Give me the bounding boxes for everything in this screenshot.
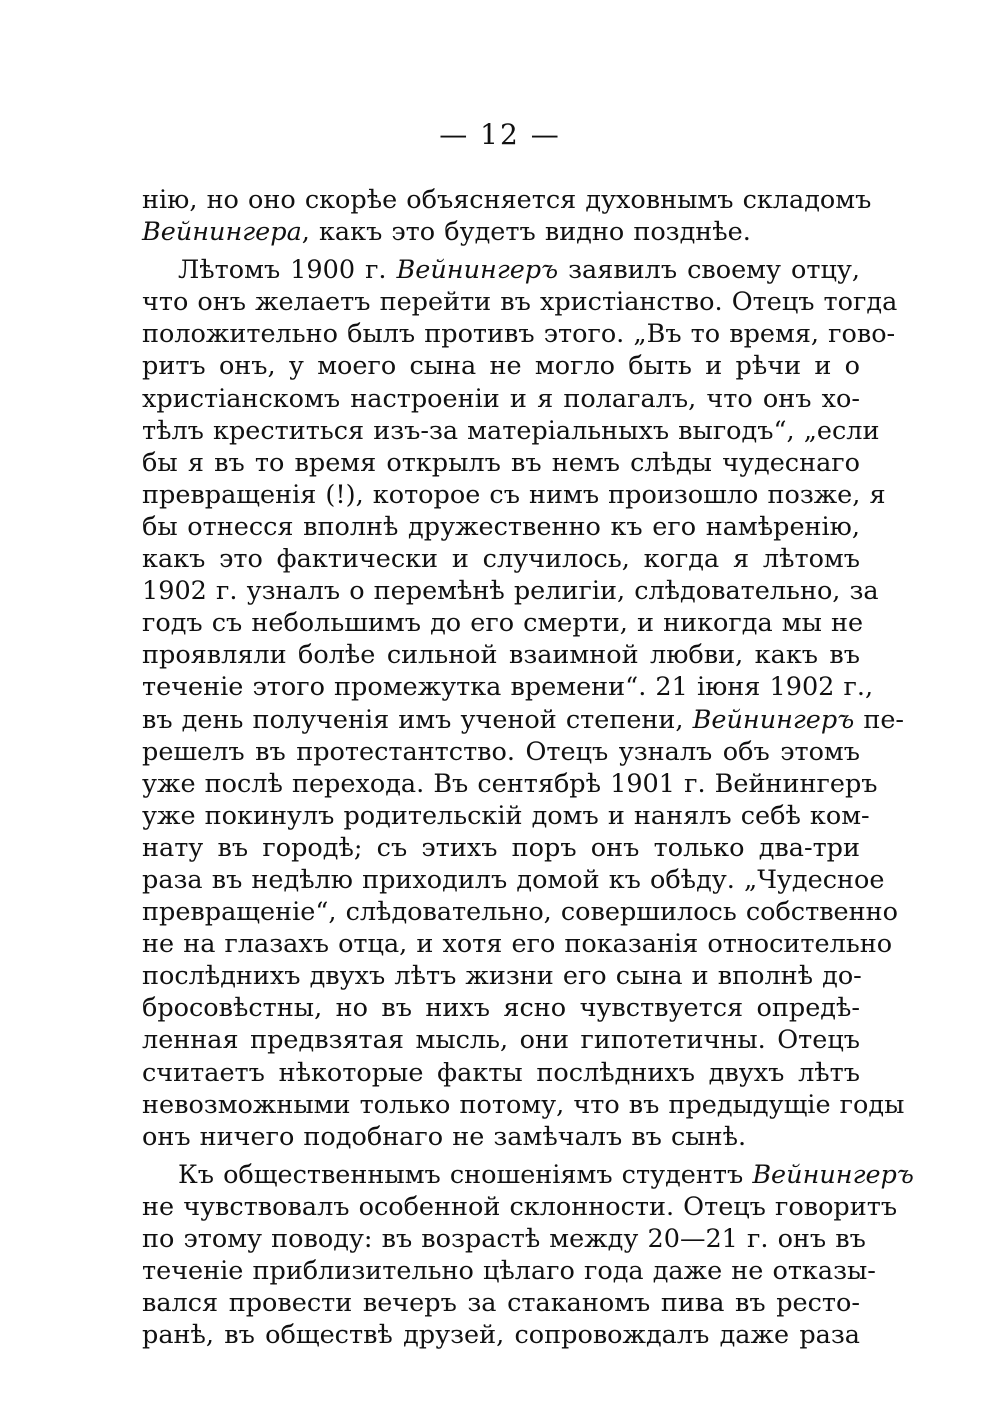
text-line — [142, 575, 879, 607]
text-run: послѣднихъ двухъ лѣтъ жизни его сына и вполнѣ до- — [142, 961, 862, 992]
paragraph — [142, 254, 905, 1153]
text-run: не на глазахъ отца, и хотя его показанія относительно — [142, 929, 893, 960]
text-line — [142, 639, 860, 671]
text-run: пе- — [854, 704, 905, 735]
text-line — [142, 254, 860, 286]
text-line — [142, 1223, 866, 1255]
text-line — [142, 768, 878, 800]
text-line — [142, 511, 860, 543]
text-line — [142, 1089, 905, 1121]
text-run: что онъ желаетъ перейти въ христіанство. Отецъ тогда — [142, 287, 898, 318]
text-run: превращеніе“, слѣдовательно, совершилось собственно — [142, 897, 898, 928]
italic-name: Вейнингеръ — [396, 255, 559, 286]
text-line — [142, 415, 880, 447]
text-line — [142, 184, 872, 216]
text-line — [142, 1191, 898, 1223]
text-run: превращенія (!), которое съ нимъ произошло позже, я — [142, 479, 886, 510]
text-run: уже покинулъ родительскій домъ и нанялъ себѣ ком- — [142, 800, 870, 831]
text-run: бросовѣстны, но въ нихъ ясно чувствуется опредѣ- — [142, 993, 860, 1024]
text-line — [142, 1319, 860, 1351]
paragraph — [142, 184, 872, 248]
text-run: заявилъ своему отцу, — [558, 255, 860, 286]
text-run: ленная предвзятая мысль, они гипотетичны. Отецъ — [142, 1025, 860, 1056]
text-line — [142, 286, 898, 318]
text-line — [142, 447, 860, 479]
text-line — [142, 543, 860, 575]
text-line — [142, 1287, 860, 1319]
text-line — [142, 1159, 914, 1191]
text-line — [142, 736, 860, 768]
text-line — [142, 992, 860, 1024]
paragraph — [142, 1159, 914, 1352]
text-line — [142, 896, 898, 928]
text-run: , какъ это будетъ видно позднѣе. — [301, 217, 751, 248]
text-run: нію, но оно скорѣе объясняется духовнымъ складомъ — [142, 185, 872, 215]
text-run: 1902 г. узналъ о перемѣнѣ религіи, слѣдовательно, за — [142, 576, 879, 607]
text-run: проявляли болѣе сильной взаимной любви, какъ въ — [142, 640, 860, 671]
text-line — [142, 928, 893, 960]
text-line — [142, 960, 860, 992]
text-line — [142, 800, 870, 832]
text-run: решелъ въ протестантство. Отецъ узналъ объ этомъ — [142, 736, 860, 767]
text-line — [142, 864, 885, 896]
text-line — [142, 832, 860, 864]
text-line — [142, 318, 896, 350]
text-run: уже послѣ перехода. Въ сентябрѣ 1901 г. Вейнингеръ — [142, 768, 878, 799]
text-run: раза въ недѣлю приходилъ домой къ обѣду. „Чудесное — [142, 864, 885, 895]
text-run: теченіе этого промежутка времени“. 21 іюня 1902 г., — [142, 672, 874, 703]
text-line — [142, 383, 860, 415]
text-line — [142, 350, 860, 382]
text-run: бы я въ то время открылъ въ немъ слѣды чудеснаго — [142, 447, 860, 478]
page-number: — 12 — — [439, 118, 561, 151]
text-run: Къ общественнымъ сношеніямъ студентъ — [178, 1159, 753, 1190]
text-run: положительно былъ противъ этого. „Въ то время, гово- — [142, 319, 896, 350]
text-run: бы отнесся вполнѣ дружественно къ его намѣренію, — [142, 511, 860, 542]
text-run: не чувствовалъ особенной склонности. Отецъ говоритъ — [142, 1191, 898, 1222]
text-run: Лѣтомъ 1900 г. — [178, 255, 397, 286]
body-text — [142, 184, 914, 1351]
text-run: тѣлъ креститься изъ-за матеріальныхъ выгодъ“, „если — [142, 415, 880, 446]
text-run: какъ это фактически и случилось, когда я лѣтомъ — [142, 544, 860, 575]
italic-name: Вейнингеръ — [752, 1159, 914, 1190]
text-line — [142, 479, 886, 511]
text-run: ранѣ, въ обществѣ друзей, сопровождалъ даже раза — [142, 1320, 860, 1351]
italic-name: Вейнингера — [142, 217, 302, 248]
text-line — [142, 607, 864, 639]
text-run: онъ ничего подобнаго не замѣчалъ въ сынѣ. — [142, 1121, 747, 1152]
text-run: въ день полученія имъ ученой степени, — [142, 704, 693, 735]
text-run: христіанскомъ настроеніи и я полагалъ, что онъ хо- — [142, 383, 860, 414]
text-line — [142, 1121, 860, 1153]
text-run: невозможными только потому, что въ предыдущіе годы — [142, 1089, 905, 1120]
text-line — [142, 671, 874, 703]
text-run: нату въ городѣ; съ этихъ поръ онъ только два-три — [142, 832, 860, 863]
text-line — [142, 216, 860, 248]
text-run: считаетъ нѣкоторые факты послѣднихъ двухъ лѣтъ — [142, 1057, 860, 1088]
italic-name: Вейнингеръ — [692, 704, 855, 735]
text-line — [142, 1255, 876, 1287]
text-run: ритъ онъ, у моего сына не могло быть и рѣчи и о — [142, 351, 860, 382]
text-line — [142, 1057, 860, 1089]
text-line — [142, 704, 905, 736]
text-run: теченіе приблизительно цѣлаго года даже не отказы- — [142, 1256, 876, 1287]
text-line — [142, 1024, 860, 1056]
text-run: по этому поводу: въ возрастѣ между 20—21 г. онъ въ — [142, 1224, 866, 1254]
text-run: вался провести вечеръ за стаканомъ пива въ ресто- — [142, 1288, 860, 1319]
text-run: годъ съ небольшимъ до его смерти, и никогда мы не — [142, 608, 864, 639]
